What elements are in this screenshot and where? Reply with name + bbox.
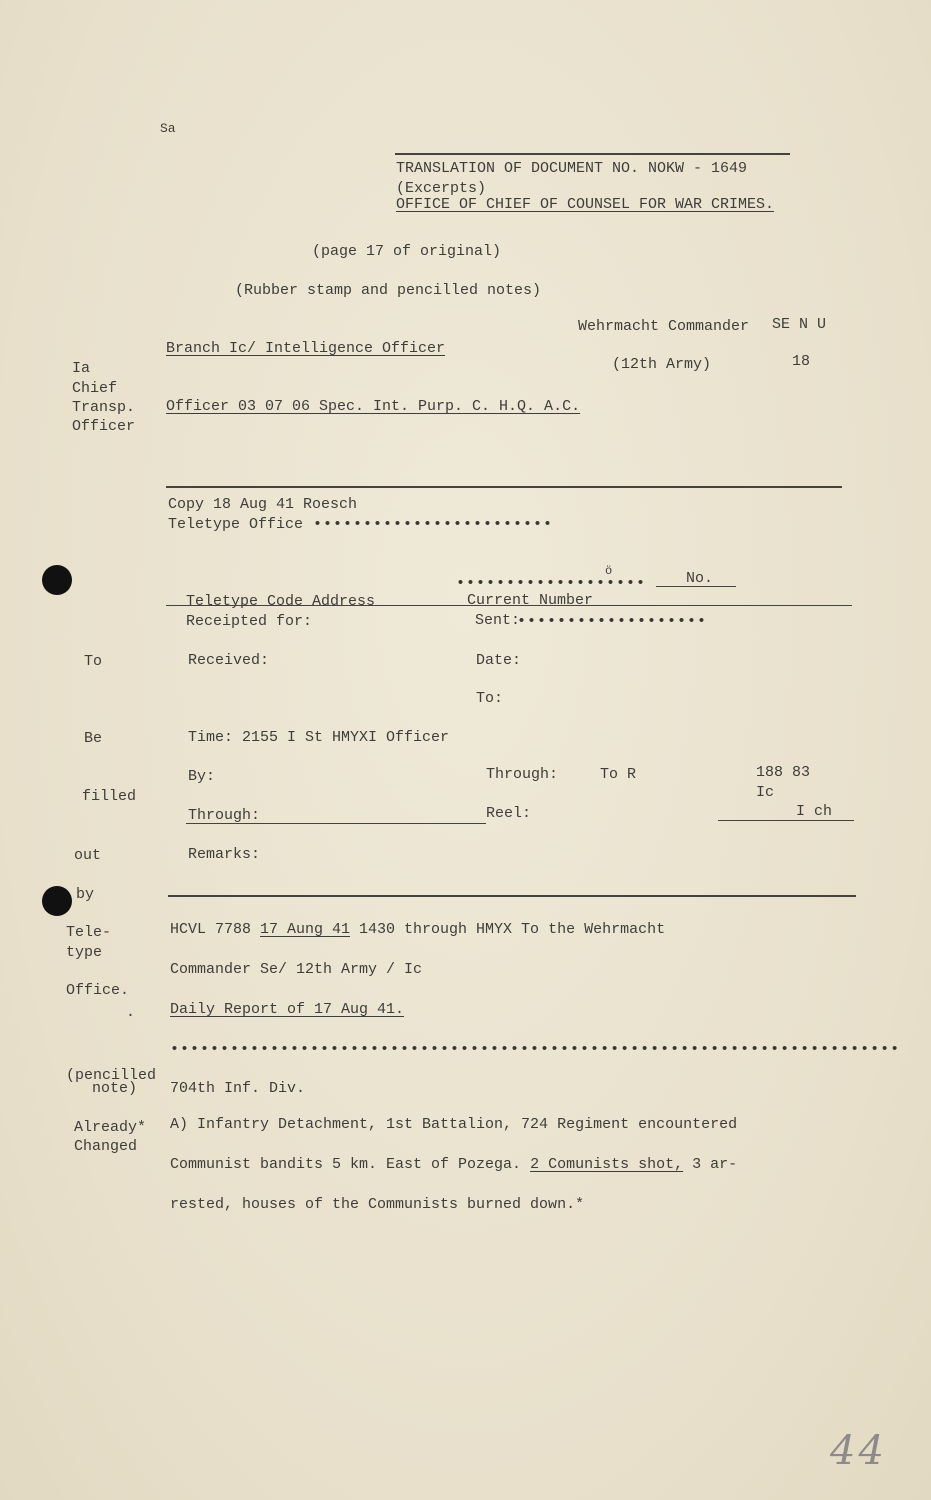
page-number: 44 — [830, 1428, 887, 1474]
stamp-number: 18 — [792, 353, 811, 370]
division-line: 704th Inf. Div. — [170, 1080, 306, 1097]
paragraph-line-2: Communist bandits 5 km. East of Pozega. 2 Comunists shot, 3 ar- — [170, 1156, 738, 1173]
margin-chief: Chief — [72, 380, 118, 397]
margin-tele: Tele- — [66, 924, 112, 941]
no-rule — [656, 586, 736, 587]
remarks-label: Remarks: — [188, 846, 261, 863]
i-ch-rule — [718, 820, 854, 821]
stamp-code: SE N U — [772, 316, 827, 333]
to-label: To: — [476, 690, 504, 707]
officer-line: Officer 03 07 06 Spec. Int. Purp. C. H.Q. A.C. — [166, 398, 581, 415]
ic-note: Ic — [756, 784, 775, 801]
margin-out: out — [74, 847, 102, 864]
margin-to: To — [84, 653, 103, 670]
wehrmacht-commander: Wehrmacht Commander — [578, 318, 750, 335]
to-r-note: To R — [600, 766, 637, 783]
translation-title: TRANSLATION OF DOCUMENT NO. NOKW - 1649 — [396, 160, 748, 177]
ref-number: 188 83 — [756, 764, 811, 781]
remarks-rule — [168, 895, 856, 897]
form-header-rule — [166, 605, 852, 606]
copy-note: Copy 18 Aug 41 Roesch — [168, 496, 358, 513]
army-unit: (12th Army) — [612, 356, 712, 373]
margin-pencilled: (pencilled — [66, 1067, 157, 1084]
margin-be: Be — [84, 730, 103, 747]
stamp-notes-caption: (Rubber stamp and pencilled notes) — [235, 282, 542, 299]
reel-label: Reel: — [486, 805, 532, 822]
teletype-office-label: Teletype Office — [168, 516, 304, 533]
margin-office: Office. — [66, 982, 130, 999]
margin-type: type — [66, 944, 103, 961]
separator-dots: ••••••••••••••••••••••••••••••••••••••••••••••••••••••••••••••••••••••••• — [170, 1041, 901, 1058]
message-addressee-line: Commander Se/ 12th Army / Ic — [170, 961, 423, 978]
sent-label: Sent: — [475, 612, 521, 629]
margin-already: Already* — [74, 1119, 147, 1136]
by-label: By: — [188, 768, 216, 785]
date-label: Date: — [476, 652, 522, 669]
branch-intelligence: Branch Ic/ Intelligence Officer — [166, 340, 446, 357]
paragraph-line-3: rested, houses of the Communists burned down.* — [170, 1196, 585, 1213]
section-rule — [166, 486, 842, 488]
excerpts-note: (Excerpts) — [396, 180, 487, 197]
small-mark: ö — [605, 564, 613, 578]
current-number-dots: ••••••••••••••••••• — [456, 575, 647, 592]
margin-by: by — [76, 886, 95, 903]
margin-ia: Ia — [72, 360, 91, 377]
margin-changed: Changed — [74, 1138, 138, 1155]
paragraph-line-1: A) Infantry Detachment, 1st Battalion, 724 Regiment encountered — [170, 1116, 738, 1133]
through-rule — [186, 823, 486, 824]
no-label: No. — [686, 570, 714, 587]
through-label-right: Through: — [486, 766, 559, 783]
punch-hole-bottom — [42, 886, 72, 916]
daily-report-title: Daily Report of 17 Aug 41. — [170, 1001, 405, 1018]
margin-transp: Transp. — [72, 399, 136, 416]
teletype-office-dots: •••••••••••••••••••••••• — [313, 516, 554, 533]
sent-dots: ••••••••••••••••••• — [517, 613, 708, 630]
received-label: Received: — [188, 652, 270, 669]
page-reference: (page 17 of original) — [312, 243, 502, 260]
margin-officer: Officer — [72, 418, 136, 435]
margin-filled: filled — [82, 788, 137, 805]
through-label-left: Through: — [188, 807, 261, 824]
punch-hole-top — [42, 565, 72, 595]
margin-note: note) — [92, 1080, 138, 1097]
corner-mark: Sa — [160, 121, 176, 136]
code-address-header: Teletype Code Address — [186, 593, 376, 610]
i-ch-note: I ch — [796, 803, 833, 820]
current-number-header: Current Number — [467, 592, 594, 609]
header-rule — [395, 153, 790, 155]
receipted-for-label: Receipted for: — [186, 613, 313, 630]
margin-dot: . — [126, 1004, 136, 1021]
office-title: OFFICE OF CHIEF OF COUNSEL FOR WAR CRIMES. — [396, 196, 775, 213]
message-header-line: HCVL 7788 17 Aung 41 1430 through HMYX To the Wehrmacht — [170, 921, 666, 938]
time-line: Time: 2155 I St HMYXI Officer — [188, 729, 450, 746]
